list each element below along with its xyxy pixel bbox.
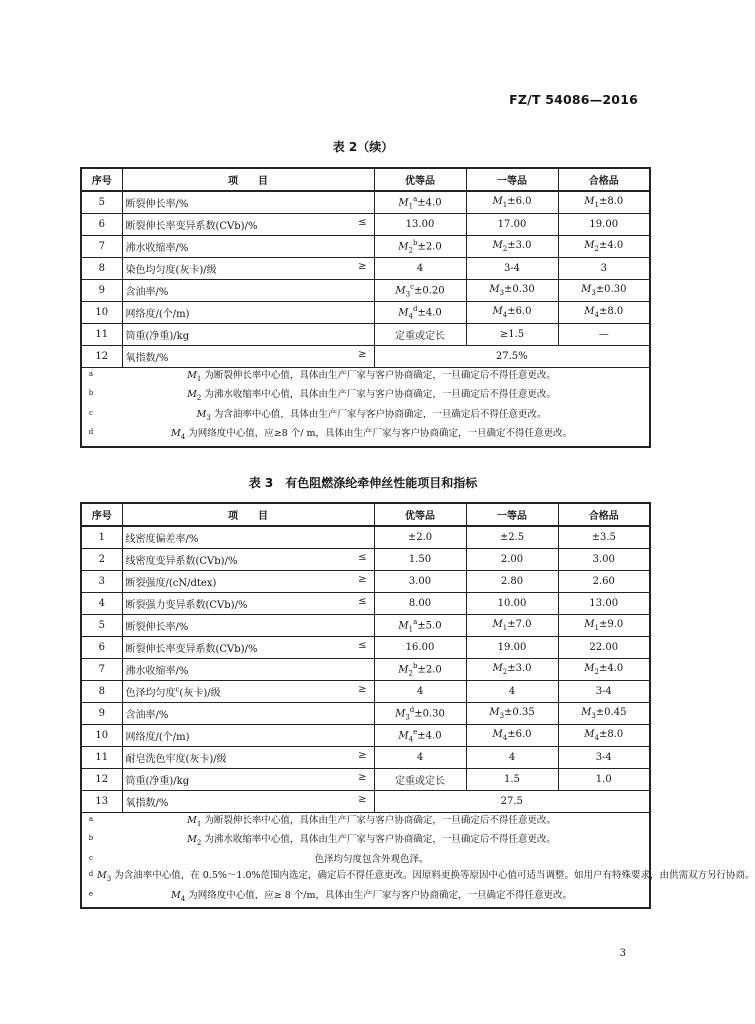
cell-superior: 4 [374,747,466,769]
cell-qualified: $M_4\pm 8.0$ [558,725,650,747]
comparison-symbol: ≤ [358,552,367,563]
cell-first: $M_4\pm 6.0$ [466,302,558,324]
row-item [122,725,374,747]
table3-notes [81,813,755,909]
footnote-mark: c [89,853,93,862]
footnote-mark: b [88,834,94,843]
item-name: 断裂伸长率变异系数(CVb)/% [125,644,258,655]
item-name: 色泽均匀度$^c$(灰卡)/级 [125,685,221,699]
row-number: 5 [81,615,122,637]
item-name: 沸水收缩率/% [125,666,189,677]
item-name: 网络度/(个/m) [125,732,190,743]
item-name: 断裂伸长率/% [125,622,189,633]
table3-header-row [81,503,650,526]
footnote: b $M_2$ 为沸水收缩率中心值，具体由生产厂家与客户协商确定，一旦确定后不得任意更改。 [85,387,646,406]
footnote-mark: c [89,408,93,417]
footnote-mark: a [88,815,94,823]
cell-superior: 13.00 [374,214,466,236]
header-grade-first: 一等品 [466,168,558,191]
cell-superior: 定重或定长 [374,324,466,346]
footnote: c $M_3$ 为含油率中心值，具体由生产厂家与客户协商确定，一旦确定后不得任意更改。 [85,407,646,426]
footnote-text: 色泽均匀度包含外观色泽。 [314,853,429,865]
comparison-symbol: ≥ [358,684,367,695]
cell-first: 1.5 [466,769,558,791]
cell-superior: 定重或定长 [374,769,466,791]
header-no: 序号 [81,168,122,191]
header-item: 项 目 [122,503,374,526]
cell-qualified: $M_2\pm 4.0$ [558,236,650,258]
cell-superior: $M_2^b\pm 2.0$ [374,659,466,681]
header-grade-superior: 优等品 [374,168,466,191]
table-row [81,703,650,725]
row-number: 2 [81,549,122,571]
row-number: 8 [81,258,122,280]
cell-first: $M_4\pm 6.0$ [466,725,558,747]
cell-merged-value: 27.5% [374,346,650,368]
cell-qualified: $M_4\pm 8.0$ [558,302,650,324]
header-grade-qualified: 合格品 [558,503,650,526]
header-item: 项 目 [122,168,374,191]
row-item [122,703,374,725]
row-number: 3 [81,571,122,593]
cell-qualified: ±3.5 [558,526,650,549]
row-number: 5 [81,191,122,214]
row-item [122,769,374,791]
row-number: 6 [81,214,122,236]
row-item [122,593,374,615]
row-number: 10 [81,725,122,747]
footnote-text: 为含油率中心值，在 0.5%～1.0%范围内选定，确定后不得任意更改。因原料更换等原因中心值可适当调整。如用户有特殊要求，由供需双方另行协商。 [114,870,755,882]
table3 [80,502,755,909]
table-row [81,549,650,571]
cell-superior: $M_1^a\pm 5.0$ [374,615,466,637]
item-name: 耐皂洗色牢度(灰卡)/级 [125,754,227,765]
cell-superior: 4 [374,681,466,703]
cell-superior: $M_4^d\pm 4.0$ [374,302,466,324]
item-name: 线密度偏差率/% [125,534,199,545]
comparison-symbol: ≥ [358,750,367,761]
item-name: 线密度变异系数(CVb)/% [125,556,238,567]
footnote: a $M_1$ 为断裂伸长率中心值，具体由生产厂家与客户协商确定，一旦确定后不得任意更改。 [85,813,646,832]
table-row [81,214,650,236]
header-grade-first: 一等品 [466,503,558,526]
row-item [122,526,374,549]
table-row [81,725,650,747]
cell-first: 2.00 [466,549,558,571]
cell-first: 17.00 [466,214,558,236]
cell-qualified: $M_3\pm 0.45$ [558,703,650,725]
cell-qualified: — [558,324,650,346]
table-row [81,258,650,280]
cell-qualified: 2.60 [558,571,650,593]
cell-first: $M_1\pm 7.0$ [466,615,558,637]
table-row [81,659,650,681]
header-grade-qualified: 合格品 [558,168,650,191]
footnote-text: 为含油率中心值，具体由生产厂家与客户协商确定，一旦确定后不得任意更改。 [213,408,547,420]
cell-superior: 3.00 [374,571,466,593]
cell-superior: 16.00 [374,637,466,659]
item-name: 筒重(净重)/kg [125,776,190,787]
table3-notes-row [81,813,650,909]
table2-notes-row [81,368,650,447]
header-no: 序号 [81,503,122,526]
standard-code: FZ/T 54086—2016 [509,92,638,107]
cell-qualified: 3-4 [558,747,650,769]
comparison-symbol: ≤ [358,640,367,651]
cell-superior: $M_2^b\pm 2.0$ [374,236,466,258]
cell-first: $M_1\pm 6.0$ [466,191,558,214]
comparison-symbol: ≥ [358,261,367,272]
footnote-text: 为断裂伸长率中心值，具体由生产厂家与客户协商确定，一旦确定后不得任意更改。 [204,370,556,381]
footnote-text: 为沸水收缩率中心值，具体由生产厂家与客户协商确定，一旦确定后不得任意更改。 [204,834,556,846]
row-item [122,214,374,236]
footnote-mark: a [88,370,94,378]
cell-superior: 8.00 [374,593,466,615]
row-item [122,681,374,703]
cell-first: $M_2\pm 3.0$ [466,236,558,258]
page-number: 3 [619,948,626,959]
cell-first: ±2.5 [466,526,558,549]
row-item [122,324,374,346]
row-number: 1 [81,526,122,549]
cell-first: 2.80 [466,571,558,593]
row-number: 7 [81,236,122,258]
footnote-mark: e [88,889,94,898]
item-name: 网络度/(个/m) [125,309,190,320]
header-grade-superior: 优等品 [374,503,466,526]
cell-merged-value: 27.5 [374,791,650,813]
item-name: 含油率/% [125,710,169,721]
cell-qualified: 3.00 [558,549,650,571]
table-row [81,681,650,703]
footnote: a $M_1$ 为断裂伸长率中心值，具体由生产厂家与客户协商确定，一旦确定后不得任意更改。 [85,368,646,387]
cell-superior: $M_1^a\pm 4.0$ [374,191,466,214]
item-name: 断裂伸长率/% [125,199,189,210]
table2-caption: 表 2（续） [332,140,394,154]
item-name: 含油率/% [125,287,169,298]
cell-first: 19.00 [466,637,558,659]
cell-qualified: 3-4 [558,681,650,703]
footnote-text: 为断裂伸长率中心值，具体由生产厂家与客户协商确定，一旦确定后不得任意更改。 [204,815,556,826]
cell-qualified: $M_2\pm 4.0$ [558,659,650,681]
cell-first: $M_3\pm 0.30$ [466,280,558,302]
row-number: 4 [81,593,122,615]
row-item [122,346,374,368]
table-row [81,593,650,615]
row-item [122,549,374,571]
table-row [81,769,650,791]
row-number: 11 [81,324,122,346]
cell-first: 10.00 [466,593,558,615]
row-number: 9 [81,280,122,302]
footnote-text: 为网络度中心值，应≥ 8 个/m，具体由生产厂家与客户协商确定，一旦确定不得任意更改。 [188,889,572,901]
item-name: 氧指数/% [125,798,169,809]
cell-first: 3-4 [466,258,558,280]
cell-qualified: 3 [558,258,650,280]
cell-qualified: 13.00 [558,593,650,615]
table-row [81,747,650,769]
row-item [122,280,374,302]
footnote: d $M_4$ 为网络度中心值，应≥8 个/ m，具体由生产厂家与客户协商确定，一旦确定不得任意更改。 [85,426,646,445]
row-number: 13 [81,791,122,813]
row-item [122,615,374,637]
cell-first: $M_3\pm 0.35$ [466,703,558,725]
cell-qualified: 1.0 [558,769,650,791]
row-item [122,637,374,659]
table-row [81,324,650,346]
comparison-symbol: ≤ [358,596,367,607]
table-row [81,637,650,659]
table2-notes [81,368,650,447]
row-number: 12 [81,346,122,368]
cell-superior: $M_3^d\pm 0.30$ [374,703,466,725]
cell-first: 4 [466,747,558,769]
row-item [122,747,374,769]
row-item [122,571,374,593]
cell-superior: 1.50 [374,549,466,571]
cell-qualified: $M_1\pm 9.0$ [558,615,650,637]
table-row [81,302,650,324]
comparison-symbol: ≥ [358,349,367,360]
row-number: 8 [81,681,122,703]
cell-superior: ±2.0 [374,526,466,549]
table-row [81,280,650,302]
table-row [81,346,650,368]
cell-first: 4 [466,681,558,703]
row-item [122,258,374,280]
item-name: 氧指数/% [125,353,169,364]
cell-qualified: 19.00 [558,214,650,236]
cell-first: $M_2\pm 3.0$ [466,659,558,681]
footnote [85,852,646,869]
comparison-symbol: ≥ [358,772,367,783]
cell-first: ≥1.5 [466,324,558,346]
footnote-mark: d [88,870,94,879]
table-row [81,571,650,593]
footnote-text: 为沸水收缩率中心值，具体由生产厂家与客户协商确定，一旦确定后不得任意更改。 [204,389,556,401]
item-name: 染色均匀度(灰卡)/级 [125,265,217,276]
item-name: 断裂伸长率变异系数(CVb)/% [125,221,258,232]
row-number: 11 [81,747,122,769]
cell-qualified: $M_3\pm 0.30$ [558,280,650,302]
item-name: 断裂强力变异系数(CVb)/% [125,600,248,611]
row-number: 7 [81,659,122,681]
row-item [122,791,374,813]
footnote: b $M_2$ 为沸水收缩率中心值，具体由生产厂家与客户协商确定，一旦确定后不得任意更改。 [85,832,646,851]
row-number: 10 [81,302,122,324]
comparison-symbol: ≤ [358,217,367,228]
comparison-symbol: ≥ [358,794,367,805]
cell-superior: $M_4^e\pm 4.0$ [374,725,466,747]
table-row [81,236,650,258]
footnote: e $M_4$ 为网络度中心值，应≥ 8 个/m，具体由生产厂家与客户协商确定，一旦确定不得任意更改。 [85,888,646,907]
row-item [122,236,374,258]
table3-caption: 表 3 有色阻燃涤纶牵伸丝性能项目和指标 [248,476,478,490]
cell-superior: 4 [374,258,466,280]
table-row [81,526,650,549]
row-number: 9 [81,703,122,725]
item-name: 筒重(净重)/kg [125,331,190,342]
row-number: 6 [81,637,122,659]
table-row [81,791,650,813]
table-row [81,615,650,637]
row-item [122,191,374,214]
footnote-mark: b [88,389,94,398]
row-item [122,659,374,681]
footnote: d $M_3$ 为含油率中心值，在 0.5%～1.0%范围内选定，确定后不得任意更改。因原料更换等原因中心值可适当调整。如用户有特殊要求，由供需双方另行协商。 [85,868,646,887]
item-name: 断裂强度/(cN/dtex) [125,578,217,589]
cell-superior: $M_3^c\pm 0.20$ [374,280,466,302]
footnote-text: 为网络度中心值，应≥8 个/ m，具体由生产厂家与客户协商确定，一旦确定不得任意更改。 [188,428,572,440]
cell-qualified: $M_1\pm 8.0$ [558,191,650,214]
table2 [80,167,651,448]
cell-qualified: 22.00 [558,637,650,659]
comparison-symbol: ≥ [358,574,367,585]
item-name: 沸水收缩率/% [125,243,189,254]
table-row [81,191,650,214]
table2-header-row [81,168,650,191]
row-number: 12 [81,769,122,791]
row-item [122,302,374,324]
footnote-mark: d [88,428,94,437]
